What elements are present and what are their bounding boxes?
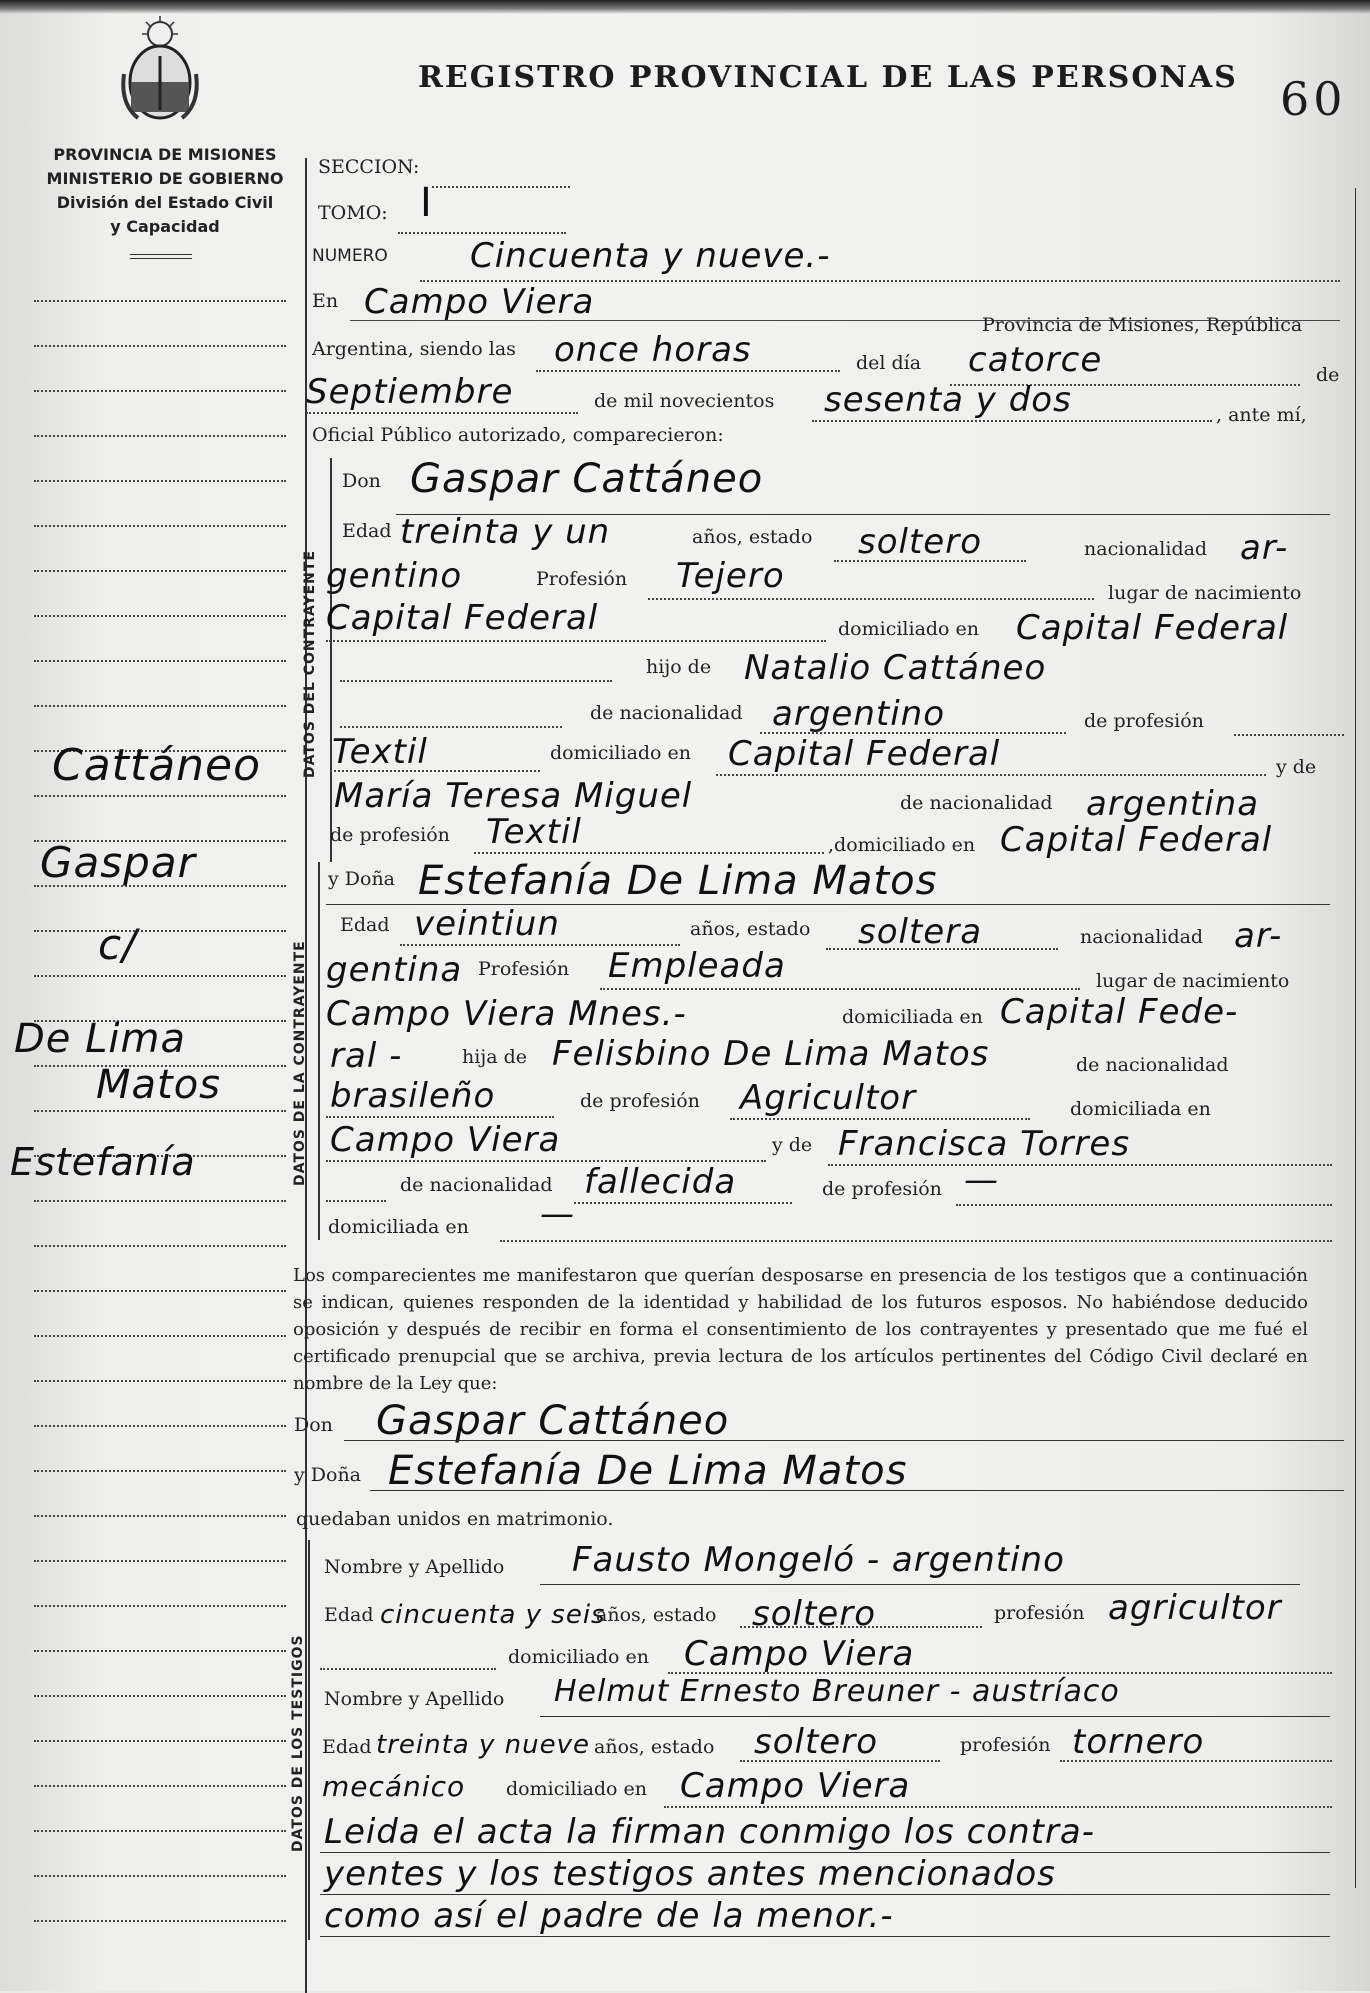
testigo1-address: Campo Viera (684, 1634, 915, 1674)
closing-line-3: como así el padre de la menor.- (324, 1896, 894, 1936)
contrayenta-rule (318, 862, 320, 1240)
bride-y-de-label: y de (772, 1134, 813, 1156)
contrayente-side-label: DATOS DEL CONTRAYENTE (302, 549, 318, 778)
nacionalidad-label: nacionalidad (1084, 538, 1208, 560)
bride-father-domic-label: domiciliada en (1070, 1098, 1211, 1120)
bride-father-profession: Agricultor (740, 1078, 917, 1118)
provincia-text: Provincia de Misiones, República (982, 314, 1303, 336)
testigo1-anios-label: años, estado (596, 1604, 717, 1626)
quedaban-text: quedaban unidos en matrimonio. (296, 1508, 614, 1530)
dia-value: catorce (968, 340, 1103, 380)
bride-father-address: Campo Viera (330, 1120, 561, 1160)
groom-status: soltero (858, 522, 982, 562)
bride-father-prof-label: de profesión (580, 1090, 700, 1112)
groom-mother-address: Capital Federal (1000, 820, 1273, 860)
bride-mother: Francisca Torres (838, 1124, 1131, 1164)
bride-domiciliada-label: domiciliada en (842, 1006, 983, 1028)
bride-lugar-label: lugar de nacimiento (1096, 970, 1290, 992)
argentina-text: Argentina, siendo las (312, 338, 516, 360)
tomo-value: I (420, 180, 433, 226)
declaration-text: Los comparecientes me manifestaron que querían desposarse en presencia de los testigos que a continuación se indican, quienes responden de la identidad y habilidad de los futuros esposos. No habiéndose deducido oposición y después de recibir en forma el consentimiento de los contrayentes y presentado que me fué el certificado prenupcial que se archiva, previa lectura de los artículos pertinentes del Código Civil declaré en nombre de la Ley que: (293, 1265, 1308, 1394)
testigo2-profession: tornero (1072, 1722, 1205, 1762)
bride-anios-estado-label: años, estado (690, 918, 811, 940)
bride-profesion-label: Profesión (478, 958, 570, 980)
hora-value: once horas (554, 330, 752, 370)
bride-address-2: ral - (330, 1036, 403, 1076)
testigo1-age: cincuenta y seis (380, 1600, 606, 1630)
margin-note-bride-name: Estefanía (10, 1140, 196, 1184)
bride-father-nac-label: de nacionalidad (1076, 1054, 1229, 1076)
closing-line-1: Leida el acta la firman conmigo los contra- (324, 1812, 1096, 1852)
declaration-don-label: Don (294, 1414, 333, 1436)
bride-nationality-2: gentina (326, 950, 463, 990)
testigos-side-label: DATOS DE LOS TESTIGOS (290, 1634, 306, 1852)
don-label: Don (342, 470, 381, 492)
register-title: REGISTRO PROVINCIAL DE LAS PERSONAS (418, 60, 1238, 95)
bride-address-1: Capital Fede- (1000, 992, 1239, 1032)
groom-father: Natalio Cattáneo (744, 648, 1047, 688)
groom-father-nationality: argentino (772, 694, 945, 734)
office-line-province: PROVINCIA DE MISIONES (53, 145, 277, 164)
lugar-value: Campo Viera (364, 282, 595, 322)
header-rule (130, 254, 192, 255)
declaration-groom: Gaspar Cattáneo (376, 1398, 730, 1444)
groom-mother-profession: Textil (486, 812, 582, 852)
margin-note-bride-surname2: Matos (96, 1062, 222, 1108)
testigo2-status: soltero (754, 1722, 878, 1762)
declaration-dona-label: y Doña (294, 1464, 362, 1486)
mother-domiciliado-label: ,domiciliado en (828, 834, 976, 856)
groom-birthplace: Capital Federal (326, 598, 599, 638)
tomo-label: TOMO: (318, 202, 388, 224)
contrayenta-side-label: DATOS DE LA CONTRAYENTE (292, 940, 308, 1186)
testigo1-profesion-label: profesión (994, 1602, 1085, 1624)
margin-note-surname: Cattáneo (52, 740, 262, 791)
office-line-capacity: y Capacidad (110, 217, 220, 236)
bride-mother-address: — (540, 1194, 575, 1234)
bride-father: Felisbino De Lima Matos (552, 1034, 990, 1074)
bride-mother-nationality: fallecida (584, 1162, 737, 1202)
groom-mother-nationality: argentina (1086, 784, 1260, 824)
coat-of-arms-icon (118, 14, 202, 126)
seccion-label: SECCION: (318, 156, 420, 178)
bride-father-nationality: brasileño (330, 1076, 496, 1116)
scan-edge (0, 0, 1370, 14)
contrayente-rule (330, 458, 332, 862)
hijo-label: hijo de (646, 656, 712, 678)
margin-note-conj: c/ (98, 920, 138, 969)
testigos-rule (308, 1540, 310, 1940)
bride-profession: Empleada (608, 946, 786, 986)
bride-mother-profession: — (964, 1160, 999, 1200)
right-rule (1355, 188, 1356, 1888)
bride-nationality-1: ar- (1234, 916, 1283, 956)
testigo2-name: Helmut Ernesto Breuner - austríaco (554, 1674, 1120, 1709)
testigo2-profession-cont: mecánico (322, 1770, 466, 1803)
mother-nacionalidad-label: de nacionalidad (900, 792, 1053, 814)
groom-nationality-1: ar- (1240, 528, 1289, 568)
testigo1-status: soltero (752, 1594, 876, 1634)
y-de-label: y de (1276, 756, 1317, 778)
groom-mother: María Teresa Miguel (334, 776, 693, 816)
groom-father-address: Capital Federal (728, 734, 1001, 774)
lugar-nacimiento-label: lugar de nacimiento (1108, 582, 1302, 604)
margin-note-bride-surname1: De Lima (14, 1016, 186, 1062)
father-nacionalidad-label: de nacionalidad (590, 702, 743, 724)
ante-mi-text: , ante mí, (1216, 404, 1307, 426)
groom-profession: Tejero (676, 556, 785, 596)
groom-father-profession: Textil (332, 732, 428, 772)
groom-nationality-2: gentino (326, 556, 463, 596)
testigo1-domic-label: domiciliado en (508, 1646, 650, 1668)
page-number: 60 (1280, 72, 1347, 126)
bride-status: soltera (858, 912, 983, 952)
declaration-bride: Estefanía De Lima Matos (388, 1448, 908, 1494)
de-label: de (1316, 364, 1340, 386)
testigo2-edad-label: Edad (322, 1736, 372, 1758)
testigo2-nombre-label: Nombre y Apellido (324, 1688, 505, 1710)
bride-age: veintiun (414, 904, 560, 944)
en-label: En (312, 290, 339, 312)
testigo2-address: Campo Viera (680, 1766, 911, 1806)
numero-label: NUMERO (312, 246, 388, 266)
office-line-division: División del Estado Civil (56, 193, 274, 212)
numero-value: Cincuenta y nueve.- (470, 236, 831, 276)
oficial-text: Oficial Público autorizado, comparecieron: (312, 424, 724, 446)
testigo2-domic-label: domiciliado en (506, 1778, 648, 1800)
father-profesion-label: de profesión (1084, 710, 1204, 732)
office-header (40, 145, 290, 236)
domiciliado-label: domiciliado en (838, 618, 980, 640)
header-rule (130, 258, 192, 259)
anios-estado-label: años, estado (692, 526, 813, 548)
testigo1-nombre-label: Nombre y Apellido (324, 1556, 505, 1578)
father-domiciliado-label: domiciliado en (550, 742, 692, 764)
bride-mother-nac-label: de nacionalidad (400, 1174, 553, 1196)
hija-label: hija de (462, 1046, 527, 1068)
office-line-ministry: MINISTERIO DE GOBIERNO (46, 169, 284, 188)
dona-label: y Doña (328, 868, 396, 890)
edad-label: Edad (342, 520, 392, 542)
groom-name: Gaspar Cattáneo (410, 456, 764, 502)
testigo1-profession: agricultor (1108, 1588, 1282, 1628)
testigo2-anios-label: años, estado (594, 1736, 715, 1758)
de-mil-label: de mil novecientos (594, 390, 775, 412)
bride-edad-label: Edad (340, 914, 390, 936)
profesion-label: Profesión (536, 568, 628, 590)
bride-birthplace: Campo Viera Mnes.- (326, 994, 687, 1034)
anio-value: sesenta y dos (824, 380, 1072, 420)
testigo2-age: treinta y nueve (376, 1730, 590, 1760)
closing-line-2: yentes y los testigos antes mencionados (324, 1854, 1056, 1894)
mes-value: Septiembre (306, 372, 514, 412)
bride-mother-prof-label: de profesión (822, 1178, 942, 1200)
testigo1-edad-label: Edad (324, 1604, 374, 1626)
bride-nacionalidad-label: nacionalidad (1080, 926, 1204, 948)
groom-address: Capital Federal (1016, 608, 1289, 648)
bride-mother-domic-label: domiciliada en (328, 1216, 469, 1238)
testigo1-name: Fausto Mongeló - argentino (572, 1540, 1065, 1580)
del-dia-label: del día (856, 352, 922, 374)
bride-name: Estefanía De Lima Matos (418, 858, 938, 904)
testigo2-profesion-label: profesión (960, 1734, 1051, 1756)
mother-profesion-label: de profesión (330, 824, 450, 846)
groom-age: treinta y un (400, 512, 611, 552)
margin-note-name: Gaspar (40, 838, 196, 887)
